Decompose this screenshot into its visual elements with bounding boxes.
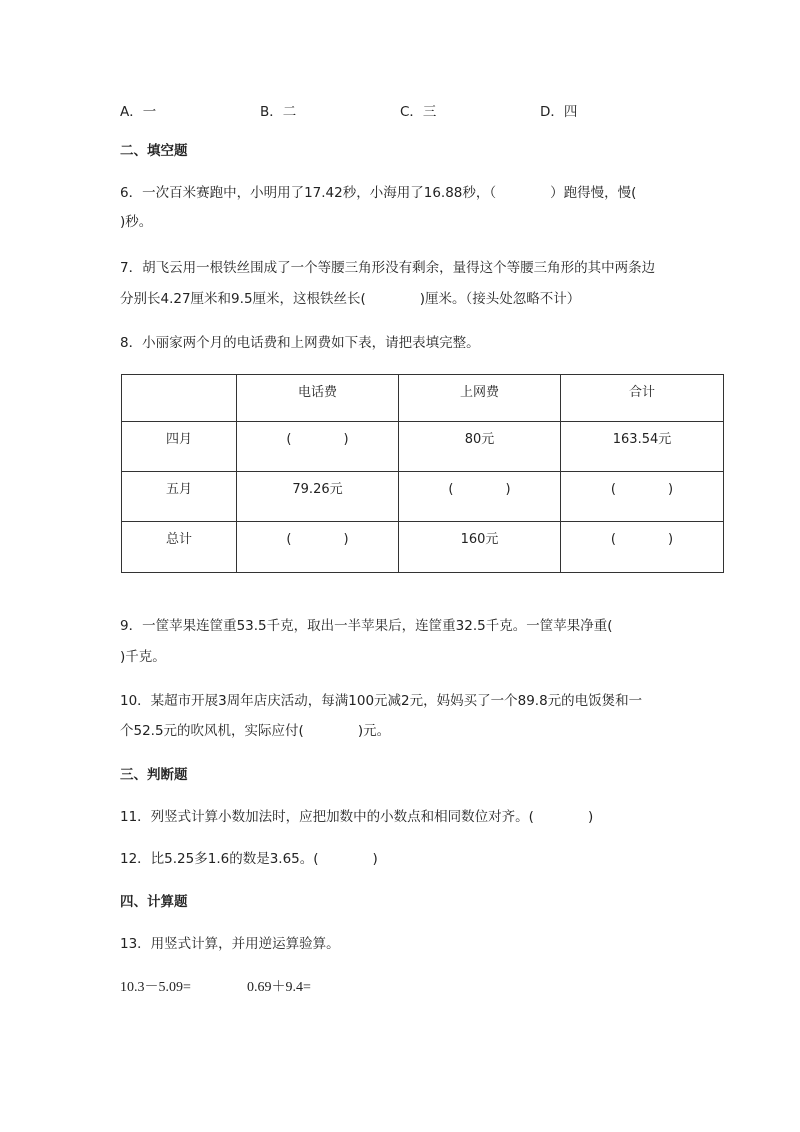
question-6-line-1: 6．一次百米赛跑中，小明用了17.42秒，小海用了16.88秒，（ ）跑得慢，慢(: [120, 185, 637, 201]
table-header-cell: 电话费: [237, 375, 399, 422]
question-12: 12．比5.25多1.6的数是3.65。( ): [120, 851, 378, 867]
question-10-line-2: 个52.5元的吹风机，实际应付( )元。: [120, 723, 391, 739]
table-cell: ( ): [561, 522, 724, 573]
table-cell: ( ): [237, 422, 399, 472]
table-row: [122, 422, 724, 472]
table-cell: 163.54元: [561, 422, 724, 472]
table-cell: 四月: [122, 422, 237, 472]
question-9-line-1: 9．一筐苹果连筐重53.5千克，取出一半苹果后，连筐重32.5千克。一筐苹果净重(: [120, 618, 613, 634]
section-fill-blank-title: 二、填空题: [120, 143, 188, 159]
table-row: [122, 522, 724, 573]
section-calc-title: 四、计算题: [120, 894, 188, 910]
section-judge-title: 三、判断题: [120, 767, 188, 783]
question-7-line-2: 分别长4.27厘米和9.5厘米，这根铁丝长( )厘米。（接头处忽略不计）: [120, 291, 581, 307]
table-row: [122, 472, 724, 522]
table-header-cell: 合计: [561, 375, 724, 422]
fee-table: [121, 374, 724, 573]
question-10-line-1: 10．某超市开展3周年店庆活动，每满100元减2元，妈妈买了一个89.8元的电饭煲和一: [120, 693, 643, 709]
question-9-line-2: )千克。: [120, 649, 166, 665]
option-a: A．一: [120, 104, 157, 120]
option-b: B．二: [260, 104, 297, 120]
calc-expression-1: 10.3－5.09=: [120, 980, 191, 995]
table-cell: 80元: [399, 422, 561, 472]
calc-expression-2: 0.69＋9.4=: [247, 980, 311, 995]
table-cell: ( ): [399, 472, 561, 522]
question-7-line-1: 7．胡飞云用一根铁丝围成了一个等腰三角形没有剩余，量得这个等腰三角形的其中两条边: [120, 260, 656, 276]
option-c: C．三: [400, 104, 437, 120]
table-cell: 160元: [399, 522, 561, 573]
table-header-cell: 上网费: [399, 375, 561, 422]
table-cell: 79.26元: [237, 472, 399, 522]
table-cell: ( ): [561, 472, 724, 522]
table-header-cell: [122, 375, 237, 422]
question-8: 8．小丽家两个月的电话费和上网费如下表，请把表填完整。: [120, 335, 480, 351]
question-13: 13．用竖式计算，并用逆运算验算。: [120, 936, 340, 952]
table-cell: ( ): [237, 522, 399, 573]
table-cell: 五月: [122, 472, 237, 522]
question-6-line-2: )秒。: [120, 214, 153, 230]
option-d: D．四: [540, 104, 578, 120]
table-cell: 总计: [122, 522, 237, 573]
table-header-row: [122, 375, 724, 422]
question-11: 11．列竖式计算小数加法时，应把加数中的小数点和相同数位对齐。( ): [120, 809, 594, 825]
